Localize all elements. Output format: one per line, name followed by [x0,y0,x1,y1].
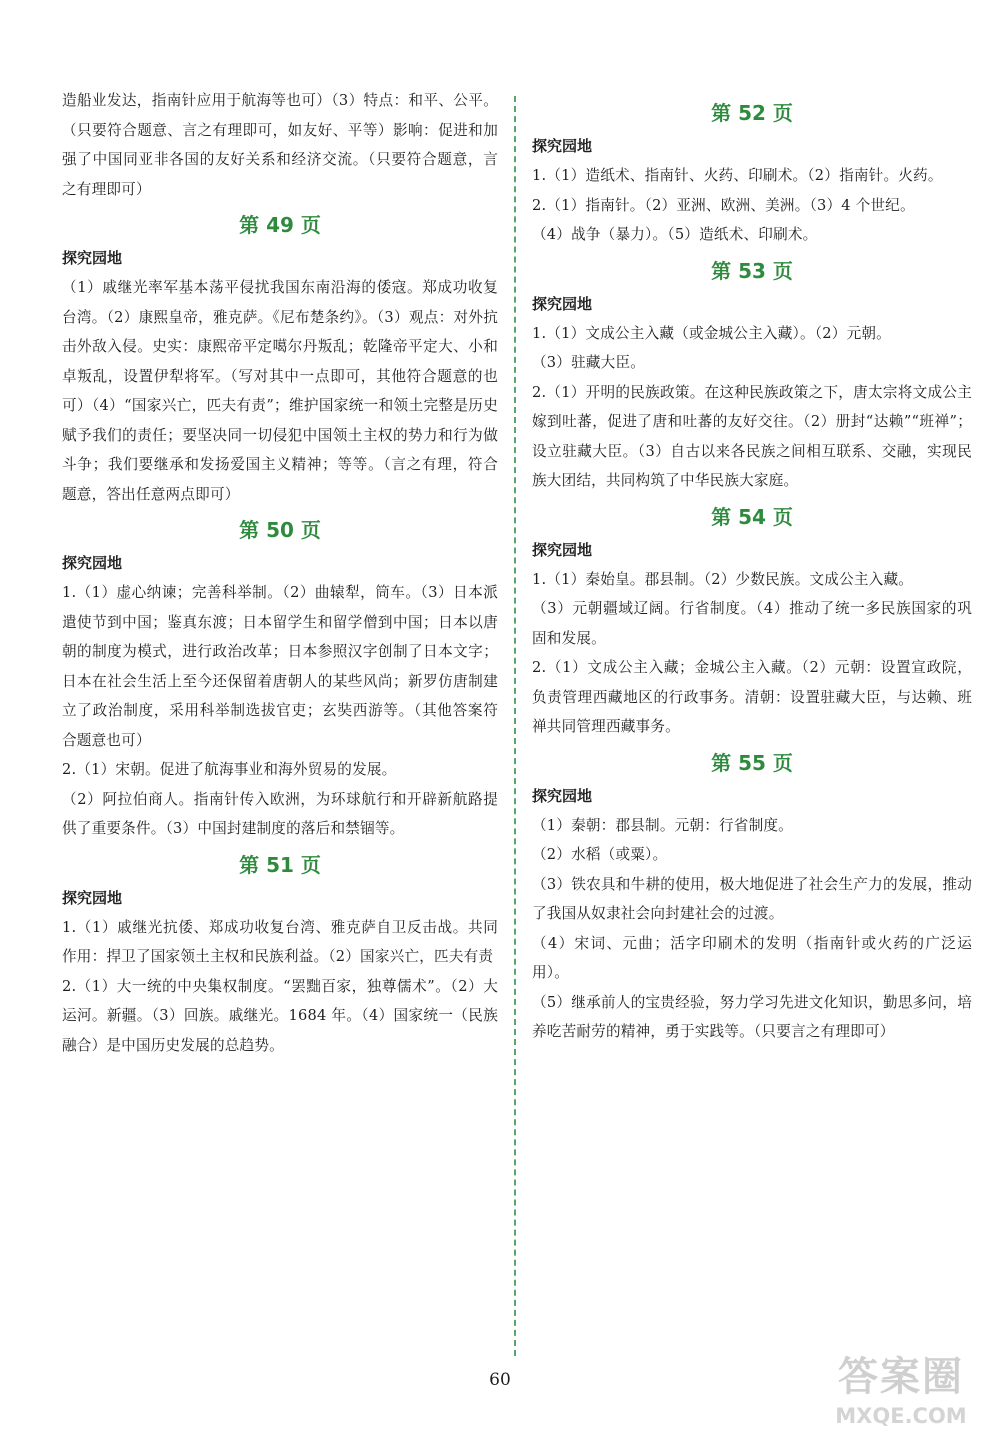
right-column [532,92,972,1047]
answer-paragraph: 2.（1）宋朝。促进了航海事业和海外贸易的发展。 [62,761,397,778]
answer-paragraph: 1.（1）文成公主入藏（或金城公主入藏）。（2）元朝。 [532,324,891,342]
answer-paragraph: 2.（1）指南针。（2）亚洲、欧洲、美洲。（3）4 个世纪。 [532,196,915,214]
section-title-p51: 第 51 页 [239,852,321,877]
section-title-p55: 第 55 页 [711,750,793,775]
section-title-p52: 第 52 页 [711,101,793,125]
answer-paragraph: 2.（1）大一统的中央集权制度。“罢黜百家，独尊儒术”。（2）大运河。新疆。（3）回族。戚继光。1684 年。（4）国家统一（民族融合）是中国历史发展的总趋势。 [62,977,498,1054]
section-heading-p53: 探究园地 [532,294,593,313]
section-title-p50: 第 50 页 [239,518,321,542]
answer-paragraph: 1.（1）造纸术、指南针、火药、印刷术。（2）指南针。火药。 [532,167,943,184]
watermark-url: MXQE.COM [835,1404,967,1428]
answer-paragraph: 1.（1）虚心纳谏；完善科举制。（2）曲辕犁，筒车。（3）日本派遣使节到中国；鉴真东渡；日本留学生和留学僧到中国；日本以唐朝的制度为模式，进行政治改革；日本参照汉字创制了日本文字；日本在社会生活上至今还保留着唐朝人的某些风尚；新罗仿唐制建立了政治制度，采用科举制选拔官吏；玄奘西游等。（其他答案符合题意也可） [62,584,498,749]
section-title-p53: 第 53 页 [711,258,793,283]
section-title-p49: 第 49 页 [239,213,321,237]
answer-paragraph: （4）战争（暴力）。（5）造纸术、印刷术。 [532,226,818,243]
section-heading-p55: 探究园地 [532,786,593,805]
column-divider [514,96,516,1356]
section-heading-p50: 探究园地 [62,554,123,572]
answer-paragraph: 2.（1）开明的民族政策。在这种民族政策之下，唐太宗将文成公主嫁到吐蕃，促进了唐和吐蕃的友好交往。（2）册封“达赖”“班禅”；设立驻藏大臣。（3）自古以来各民族之间相互联系、交融，实现民族大团结，共同构筑了中华民族大家庭。 [532,383,972,489]
answer-paragraph: （4）宋词、元曲；活字印刷术的发明（指南针或火药的广泛运用）。 [532,934,972,981]
section-heading-p51: 探究园地 [62,888,123,907]
answer-paragraph: 1.（1）秦始皇。郡县制。（2）少数民族。文成公主入藏。 [532,570,914,588]
answer-paragraph: （3）元朝疆域辽阔。行省制度。（4）推动了统一多民族国家的巩固和发展。 [532,600,972,647]
section-heading-p49: 探究园地 [62,249,123,267]
section-heading-p52: 探究园地 [532,137,593,155]
answer-paragraph: 1.（1）戚继光抗倭、郑成功收复台湾、雅克萨自卫反击战。共同作用：捍卫了国家领土主权和民族利益。（2）国家兴亡，匹夫有责 [62,918,498,965]
answer-paragraph: （3）驻藏大臣。 [532,354,646,371]
answer-paragraph: 2.（1）文成公主入藏；金城公主入藏。（2）元朝：设置宣政院，负责管理西藏地区的行政事务。清朝：设置驻藏大臣，与达赖、班禅共同管理西藏事务。 [532,659,972,735]
watermark-logo [806,1352,996,1434]
answer-paragraph: （2）水稻（或粟）。 [532,846,668,863]
answer-paragraph: （1）戚继光率军基本荡平侵扰我国东南沿海的倭寇。郑成功收复台湾。（2）康熙皇帝，雅克萨。《尼布楚条约》。（3）观点：对外抗击外敌入侵。史实：康熙帝平定噶尔丹叛乱；乾隆帝平定大、小和卓叛乱，设置伊犁将军。（写对其中一点即可，其他符合题意的也可）（4）“国家兴亡，匹夫有责”；维护国家统一和领土完整是历史赋予我们的责任；要坚决同一切侵犯中国领土主权的势力和行为做斗争；我们要继承和发扬爱国主义精神；等等。（言之有理，符合题意，答出任意两点即可） [62,279,498,503]
answer-paragraph: （2）阿拉伯商人。指南针传入欧洲，为环球航行和开辟新航路提供了重要条件。（3）中国封建制度的落后和禁锢等。 [62,790,498,837]
left-column [62,86,498,1060]
intro-paragraph: 造船业发达，指南针应用于航海等也可）（3）特点：和平、公平。（只要符合题意、言之有理即可，如友好、平等）影响：促进和加强了中国同亚非各国的友好关系和经济交流。（只要符合题意，言之有理即可） [62,92,498,198]
section-title-p54: 第 54 页 [711,504,793,529]
page-number: 60 [489,1370,511,1390]
answer-paragraph: （3）铁农具和牛耕的使用，极大地促进了社会生产力的发展，推动了我国从奴隶社会向封建社会的过渡。 [532,875,972,922]
section-heading-p54: 探究园地 [532,540,593,559]
answer-paragraph: （5）继承前人的宝贵经验，努力学习先进文化知识，勤思多问，培养吃苦耐劳的精神，勇于实践等。（只要言之有理即可） [532,993,972,1040]
watermark-brand: 答案圈 [838,1354,964,1400]
answer-paragraph: （1）秦朝：郡县制。元朝：行省制度。 [532,816,793,834]
